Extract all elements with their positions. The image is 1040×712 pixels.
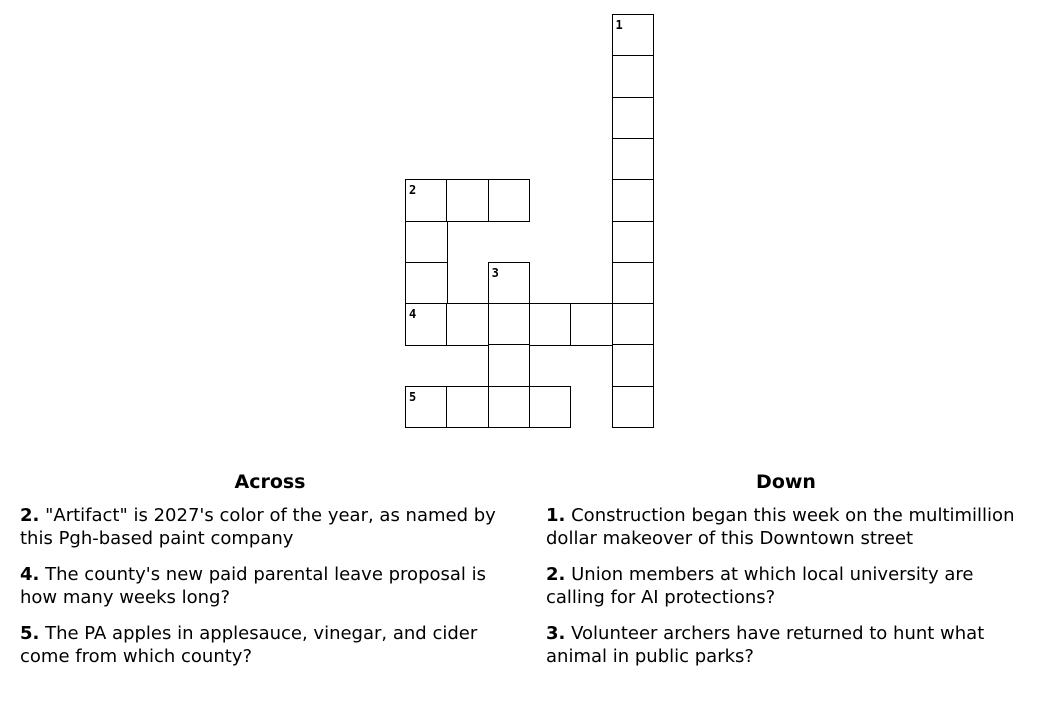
clue-number: 2. [546, 564, 566, 585]
grid-cell[interactable] [446, 386, 489, 429]
grid-cell[interactable] [529, 303, 572, 346]
grid-cell[interactable] [488, 179, 531, 222]
grid-cell[interactable] [405, 386, 448, 429]
cell-number: 1 [615, 18, 623, 32]
grid-cell[interactable] [488, 386, 531, 429]
across-clue-2[interactable] [20, 504, 520, 550]
grid-cell[interactable] [488, 262, 531, 305]
clue-number: 1. [546, 505, 566, 526]
clue-text: Volunteer archers have returned to hunt what animal in public parks? [546, 623, 985, 667]
clue-text: Construction began this week on the multimillion dollar makeover of this Downtown street [546, 505, 1015, 549]
down-heading: Down [756, 471, 816, 493]
clue-text: The county's new paid parental leave proposal is how many weeks long? [20, 564, 487, 608]
grid-cell[interactable] [612, 55, 655, 98]
grid-cell[interactable] [405, 303, 448, 346]
across-heading: Across [234, 471, 306, 493]
grid-cell[interactable] [612, 344, 655, 387]
cell-number: 4 [409, 307, 417, 322]
across-clue-4[interactable] [20, 563, 520, 609]
across-clue-5[interactable] [20, 622, 520, 668]
grid-cell[interactable] [612, 386, 655, 429]
grid-cell[interactable] [405, 262, 448, 305]
clue-text: The PA apples in applesauce, vinegar, and cider come from which county? [20, 623, 478, 667]
down-clue-1[interactable] [546, 504, 1026, 550]
cell-number: 5 [409, 389, 417, 404]
grid-cell[interactable] [488, 303, 531, 346]
down-clues [546, 470, 1026, 681]
grid-cell[interactable] [612, 179, 655, 222]
clue-number: 5. [20, 623, 40, 644]
grid-cell[interactable] [570, 303, 613, 346]
grid-cell[interactable] [529, 386, 572, 429]
grid-cell[interactable] [446, 303, 489, 346]
clue-number: 2. [20, 505, 40, 526]
grid-cell[interactable] [405, 221, 448, 264]
down-clue-2[interactable] [546, 563, 1026, 609]
clue-text: "Artifact" is 2027's color of the year, as named by this Pgh-based paint company [20, 505, 496, 549]
grid-cell[interactable] [612, 221, 655, 264]
grid-cell[interactable] [612, 14, 655, 57]
grid-cell[interactable] [405, 179, 448, 222]
grid-cell[interactable] [446, 179, 489, 222]
clue-number: 4. [20, 564, 40, 585]
grid-cell[interactable] [612, 97, 655, 140]
grid-cell[interactable] [612, 138, 655, 181]
across-clues [20, 470, 520, 681]
grid-cell[interactable] [612, 303, 655, 346]
down-clue-3[interactable] [546, 622, 1026, 668]
cell-number: 3 [491, 265, 499, 280]
grid-cell[interactable] [488, 344, 531, 387]
clue-text: Union members at which local university are calling for AI protections? [546, 564, 974, 608]
grid-cell[interactable] [612, 262, 655, 305]
clue-number: 3. [546, 623, 566, 644]
cell-number: 2 [409, 183, 417, 198]
